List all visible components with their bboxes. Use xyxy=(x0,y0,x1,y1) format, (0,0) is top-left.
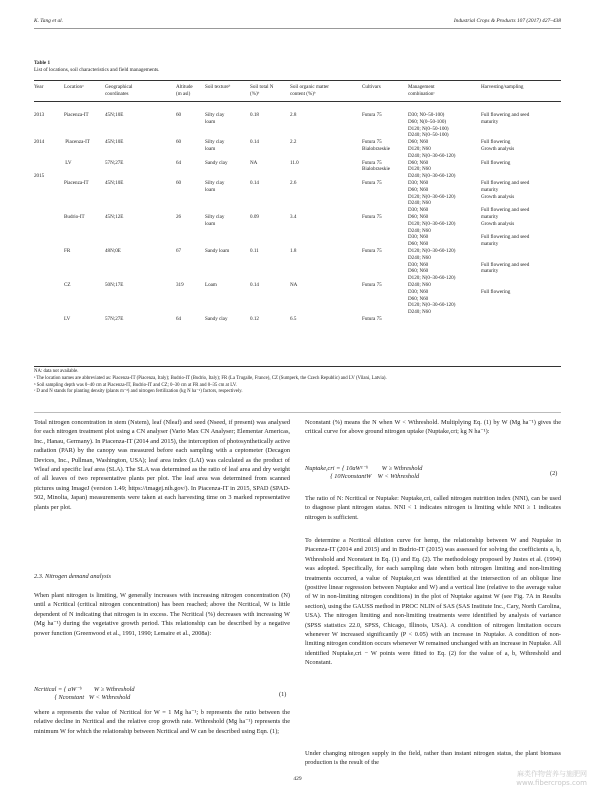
th-location: Locationᵃ xyxy=(64,84,84,90)
th-coordinates: Geographical coordinates xyxy=(105,84,133,97)
table-caption xyxy=(34,60,159,74)
column-management: D30; N0–50-100) D60; N(0–50-100) D120; N(0–50-100) D240; N(0–50-100) D60; N60 D120; N60 D240; N(0–30-60-120) D60; N60 D120; N60 D240; N(0–30-60-120) D30; N60 D60; N60 D120; N(0–30-60-120) D240; N60 D30; N60 D60; N60 D120; N(0–30-60-120) D240; N60 D30; N60 D60; N60 D120; N(0–30-60-120) D240; N60 D30; N60 D60; N60 D120; N(0–30-60-120) D240; N60 D30; N60 D60; N60 D120; N(0–30-60-120) D240; N60 xyxy=(408,112,456,316)
table-top-rule xyxy=(34,80,561,81)
watermark: 麻类作物营养与施肥网 www.fibercrops.com xyxy=(516,770,587,787)
column-altitude: 60 60 64 60 26 67 319 64 xyxy=(176,112,184,322)
header-rule xyxy=(34,28,561,29)
left-paragraph-2: When plant nitrogen is limiting, W generally increases with increasing nitrogen concentration (N) until a Ncritical (critical nitrogen concentration) has been reached; above the Ncritical, W is little dependent of N indicating that nitrogen is in excess. The Ncritical (%) decreases with increasing W (Mg ha⁻¹) during the vegetative growth period. This relationship can be described by a negative power function (Greenwood et al., 1991, 1990; Lemaire et al., 2008a): xyxy=(34,592,290,637)
column-soil-total-n: 0.18 0.14 NA 0.14 0.09 0.11 0.14 0.12 xyxy=(250,112,259,322)
th-organic-matter: Soil organic matter content (%)ᵇ xyxy=(290,84,329,97)
equation-2: Nuptake,cri = { 10aW¹⁻ᵇ W ≥ Wthreshold { 10NconstantW W < Wthreshold xyxy=(305,465,423,480)
column-cultivars: Futura 75 Futura 75 Bialobrzeskie Futura 75 Bialobrzeskie Futura 75 Futura 75 Futura 75 Futura 75 Futura 75 xyxy=(362,112,391,322)
th-harvesting: Harvesting/sampling xyxy=(481,84,524,90)
table-label: Table 1 xyxy=(34,60,51,66)
th-altitude: Altitude (m asl) xyxy=(176,84,193,97)
column-coordinates: 45N;10E 45N;10E 57N;27E 45N;10E 45N;12E 48N;0E 50N;17E 57N;27E xyxy=(105,112,124,322)
running-header-authors: K. Tang et al. xyxy=(34,18,64,24)
running-header-journal: Industrial Crops & Products 107 (2017) 427–438 xyxy=(453,18,561,24)
th-management: Management combinationᶜ xyxy=(408,84,435,97)
left-paragraph-1: Total nitrogen concentration in stem (Nstem), leaf (Nleaf) and seed (Nseed, if present) was analysed for each nitrogen treatment plot using a CN analyser (Vario Max CN Analyser; Elementar Americas, Inc., Hanau, Germany). In Piacenza-IT (2014 and 2015), the interception of photosynthetically active radiation (PAR) by the canopy was measured before each sampling with a ceptometer (Decagon Devices, Inc., Pullman, Washington, USA); leaf area index (LAI) was calculated as the product of Wleaf and specific leaf area (SLA). The SLA was determined as the ratio of leaf area and dry weight of all leaves of two representative plants per plot. The leaf area was determined from scanned pictures using ImageJ (version 1.49; https://imagej.nih.gov/). In Piacenza-IT in 2015, SPAD (SPAD-502, Minolta, Japan) measurements were taken at each harvesting time on 3 marked representative plants per plot. xyxy=(34,419,290,511)
table-caption-text: List of locations, soil characteristics and field managements. xyxy=(34,67,160,73)
column-year: 2013 2014 2015 xyxy=(34,112,45,180)
column-organic-matter: 2.8 2.2 11.0 2.6 3.4 1.8 NA 6.5 xyxy=(290,112,299,322)
right-paragraph-4: Under changing nitrogen supply in the field, rather than instant nitrogen status, the plant biomass production is the result of the xyxy=(305,750,561,767)
column-harvesting: Full flowering and seed maturity Full flowering Growth analysis Full flowering Full flowering and seed maturity Growth analysis Full flowering and seed maturity Growth analysis Full flowering and seed maturity Full flowering and seed maturity Full flowering xyxy=(481,112,530,295)
section-heading: 2.3. Nitrogen demand analysis xyxy=(34,573,111,580)
right-paragraph-3: To determine a Ncritical dilution curve for hemp, the relationship between W and Nuptake in Piacenza-IT (2014 and 2015) and in Budrio-IT (2015) was assessed for solving the coefficients a, b, Wthreshold and Nconstant in Eq. (1) and Eq. (2). The methodology proposed by Justes et al. (1994) was adopted. Specifically, for each sampling date when both nitrogen limiting and non-limiting treatments occurred, a value of Nuptake,cri was identified at the intersection of an oblique line (positive linear regression between Nuptake and W) and a vertical line (relative to the average value of W in non-limiting nitrogen conditions) in the plot of Nuptake against W (see Fig. 7A in Results section), using the GAUSS method in PROC NLIN of SAS (SAS Institute Inc., Cary, North Carolina, USA). The nitrogen limiting and non-limiting treatments were identified by analysis of variance (SPSS statistics 22.0, SPSS, Chicago, Illinois, USA). A condition of nitrogen limitation occurs whenever W increased significantly (P < 0.05) with an increase in Nuptake. A condition of non-limiting nitrogen condition occurs whenever W remained unchanged with an increase in Nuptake. All identified Nuptake,cri − W points were fitted to Eq. (2) for the value of a, b, Wthreshold and Nconstant. xyxy=(305,537,562,667)
right-paragraph-1: Nconstant (%) means the N when W < Wthreshold. Multiplying Eq. (1) by W (Mg ha⁻¹) gives the critical curve for above ground nitrogen uptake (Nuptake,cri; kg N ha⁻¹): xyxy=(305,419,561,436)
th-soil-total-n: Soil total N (%)ᵇ xyxy=(250,84,274,97)
right-paragraph-2: The ratio of N: Ncritical or Nuptake: Nuptake,cri, called nitrogen nutrition index (NNI), can be used to diagnose plant nitrogen status. NNI < 1 indicates nitrogen is limiting while NNI ≥ 1 indicates nitrogen is sufficient. xyxy=(305,495,561,521)
th-year: Year xyxy=(34,84,44,90)
equation-2-number: (2) xyxy=(550,470,558,477)
th-cultivars: Cultivars xyxy=(362,84,381,90)
table-header-rule xyxy=(34,101,561,102)
equation-1-number: (1) xyxy=(279,691,287,698)
th-soil-texture: Soil textureᵇ xyxy=(205,84,231,90)
left-paragraph-3: where a represents the value of Ncritical for W = 1 Mg ha⁻¹; b represents the ratio between the relative decline in Ncritical and the relative crop growth rate. Wthreshold (Mg ha⁻¹) represents the minimum W for which the relationship between Ncritical and W can be described using Eqn. (1); xyxy=(34,709,290,735)
equation-1: Ncritical = { aW⁻ᵇ W ≥ Wthreshold { Nconstant W < Wthreshold xyxy=(34,686,135,701)
table-separator xyxy=(34,412,561,413)
column-location: Piacenza-IT Piacenza-IT LV Piacenza-IT Budrio-IT FR CZ LV xyxy=(64,112,90,322)
page-number: 429 xyxy=(293,776,302,782)
column-soil-texture: Silty clay loam Silty clay loam Sandy clay Silty clay loam Silty clay loam Sandy loam Loam Sandy clay xyxy=(205,112,230,322)
table-bottom-rule xyxy=(34,366,561,367)
table-footnotes: NA: data not available. ᵃ The location names are abbreviated as: Piacenza-IT (Piacenza, Italy); Budrio-IT (Budrio, Italy); FR (La Trugalle, France), CZ (Sumperk, the Czech Republic) and LV (Vilani, Latvia). ᵇ Soil sampling depth was 0–40 cm at Piacenza-IT, Budrio-IT and CZ; 0–30 cm at FR and 0–35 cm at LV. ᶜ D and N stands for planting density (plants m⁻²) and nitrogen fertilization (kg N ha⁻¹) factors, respectively. xyxy=(34,369,387,395)
